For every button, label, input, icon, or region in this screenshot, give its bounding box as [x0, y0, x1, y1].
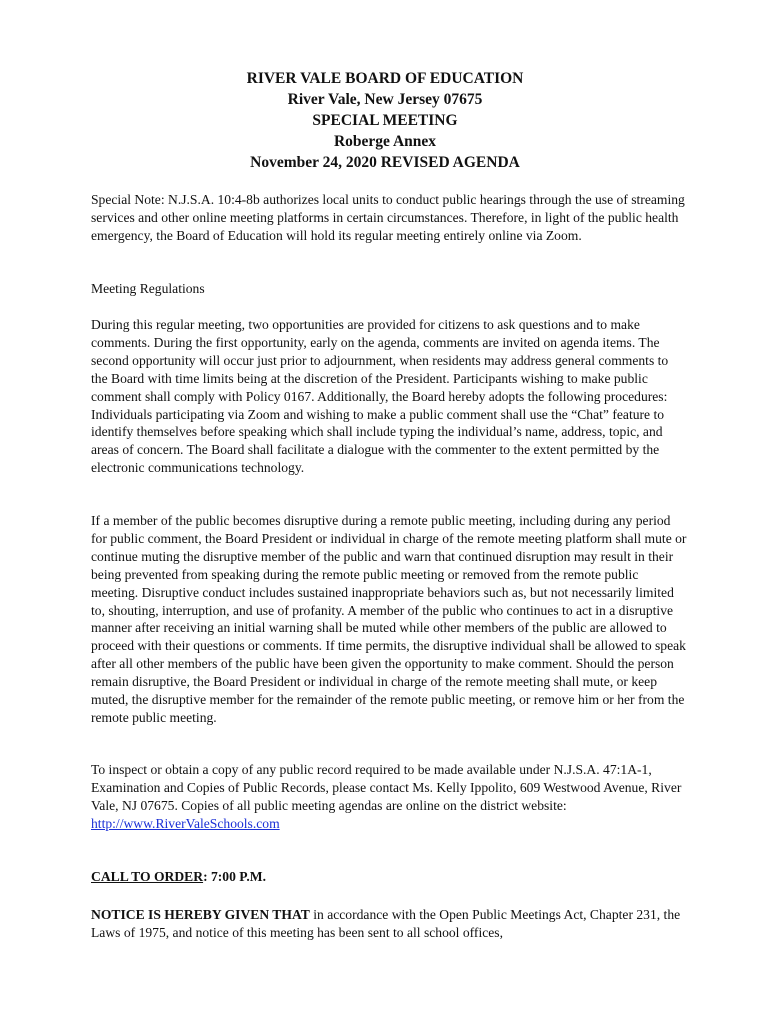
venue-line: Roberge Annex [333, 133, 437, 150]
meeting-regulations-heading: Meeting Regulations [91, 281, 205, 296]
location-line: River Vale, New Jersey 07675 [287, 91, 483, 108]
notice-lead: NOTICE IS HEREBY GIVEN THAT [91, 907, 310, 922]
meeting-type: SPECIAL MEETING [312, 112, 458, 129]
call-to-order-label: CALL TO ORDER [91, 869, 204, 884]
call-to-order-time: : 7:00 P.M. [203, 869, 266, 884]
agenda-date: November 24, 2020 REVISED AGENDA [250, 154, 520, 171]
disruption-paragraph: If a member of the public becomes disruptive during a remote public meeting, including during any period for public comment, the Board President or individual in charge of the remote meeting platform shall mute or continue muting the disruptive member of the public and warn that continued disruption may result in their being prevented from speaking during the remote public meeting or removed from the remote public meeting. Disruptive conduct includes sustained inappropriate behaviors such as, but not necessarily limited to, shouting, interruption, and use of profanity. A member of the public who continues to act in a disruptive manner after receiving an initial warning shall be muted while other members of the public are allowed to proceed with their questions or comments. If time permits, the disruptive individual shall be allowed to speak after all other members of the public have been given the opportunity to make comment. Should the person remain disruptive, the Board President or individual in charge of the remote meeting shall mute, or keep muted, the disruptive member for the remainder of the remote public meeting, or remove him or her from the remote public meeting. [91, 513, 687, 725]
call-to-order [91, 868, 687, 886]
notice-text: in accordance with the Open Public Meetings Act, Chapter 231, the Laws of 1975, and notice of this meeting has been sent to all school offices, [91, 907, 681, 940]
public-records-paragraph [91, 761, 687, 833]
public-records-text: To inspect or obtain a copy of any public record required to be made available under N.J.S.A. 47:1A-1, Examination and Copies of Public Records, please contact Ms. Kelly Ippolito, 609 Westwood Avenue, River Vale, NJ 07675. Copies of all public meeting agendas are online on the district website: [91, 762, 682, 813]
regulations-paragraph: During this regular meeting, two opportunities are provided for citizens to ask questions and to make comments. During the first opportunity, early on the agenda, comments are invited on agenda items. The second opportunity will occur just prior to adjournment, when residents may address general comments to the Board with time limits being at the discretion of the President. Participants wishing to make public comment shall comply with Policy 0167. Additionally, the Board hereby adopts the following procedures: Individuals participating via Zoom and wishing to make a public comment shall use the “Chat” feature to identify themselves before speaking which shall include typing the individual’s name, address, topic, and areas of concern. The Board shall facilitate a dialogue with the commenter to the extent permitted by the electronic communications technology. [91, 317, 669, 476]
special-note-paragraph: Special Note: N.J.S.A. 10:4-8b authorizes local units to conduct public hearings through the use of streaming services and other online meeting platforms in certain circumstances. Therefore, in light of the public health emergency, the Board of Education will hold its regular meeting entirely online via Zoom. [91, 192, 685, 243]
board-name: RIVER VALE BOARD OF EDUCATION [246, 70, 524, 87]
district-website-link[interactable]: http://www.RiverValeSchools.com [91, 815, 280, 831]
document-header [0, 68, 770, 173]
notice-paragraph [91, 906, 687, 942]
